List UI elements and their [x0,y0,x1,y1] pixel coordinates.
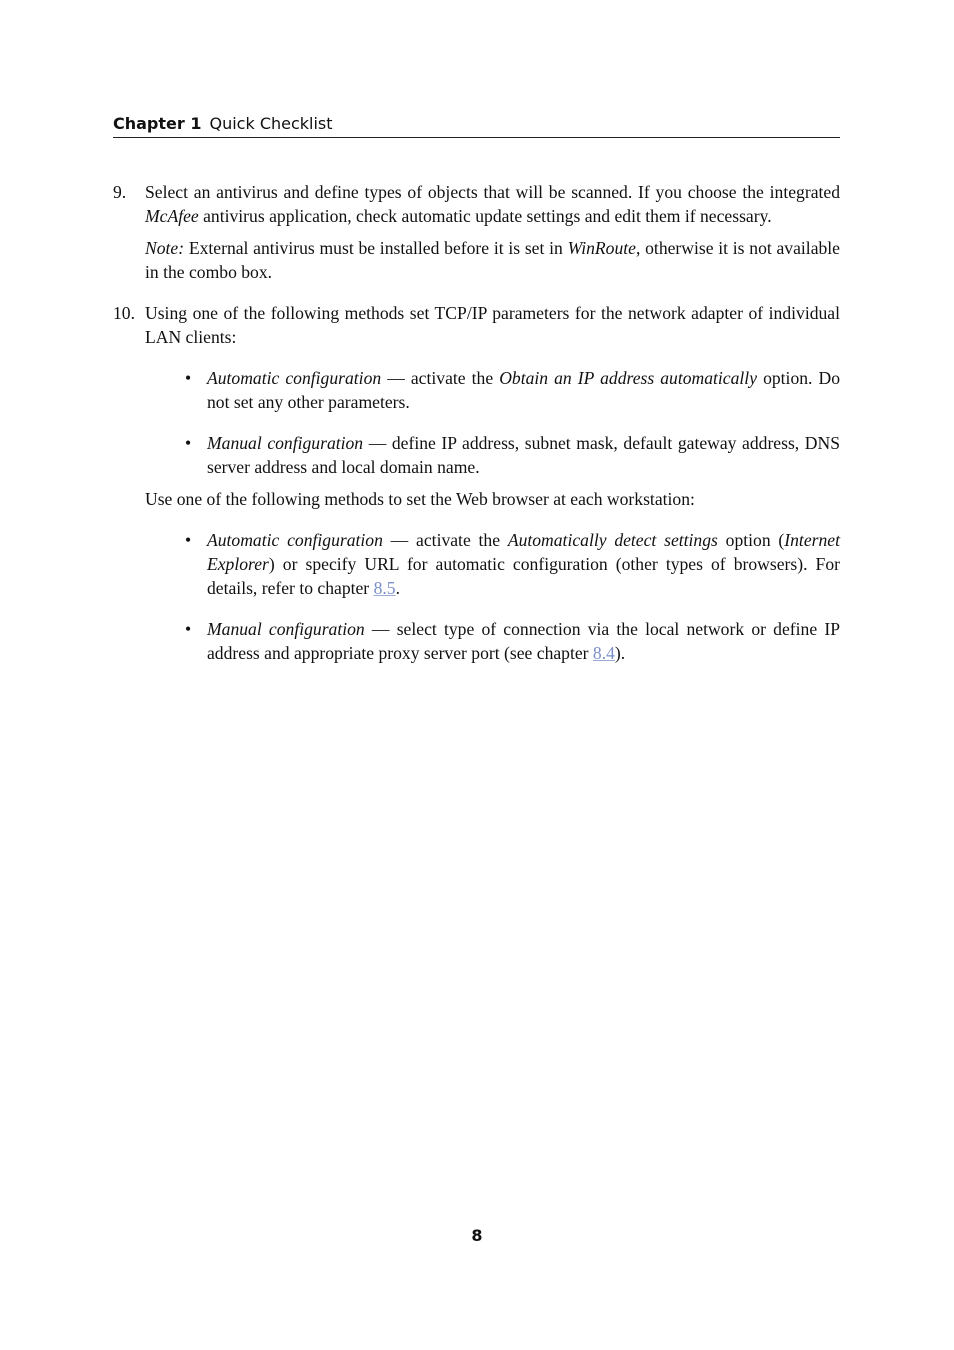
text-run: — define IP address, subnet mask, default gateway address, DNS server address and local domain name. [207,433,840,477]
bullet-item [185,528,840,600]
option-name: Obtain an IP address automatically [499,368,758,388]
text-run: ). [614,643,626,663]
bullet-item [185,366,840,414]
term: Manual configuration [207,433,364,453]
text-run: ) or specify URL for automatic configuration (other types of browsers). For details, refer to chapter [207,554,840,598]
product-name: McAfee [145,206,199,226]
page-body [113,180,840,682]
chapter-link-8-5[interactable]: 8.5 [373,578,396,598]
product-name: Internet Explorer [207,530,840,574]
item-number: 10. [113,303,135,323]
text-run: — activate the [382,530,508,550]
chapter-label: Chapter 1 [113,114,202,133]
item-paragraph: Using one of the following methods set TCP/IP parameters for the network adapter of individual LAN clients: [145,303,840,347]
list-item-10 [113,301,840,665]
term: Manual configuration [207,619,365,639]
text-run: — select type of connection via the local network or define IP address and appropriate proxy server port (see chapter [207,619,840,663]
bullet-icon: • [185,619,192,639]
note-paragraph [145,236,840,284]
bullet-item [185,617,840,665]
bullet-icon: • [185,530,192,550]
running-header [113,114,840,138]
term: Automatic configuration [207,530,383,550]
option-name: Automatically detect settings [507,530,718,550]
note-label: Note: [145,238,185,258]
text-run: Select an antivirus and define types of objects that will be scanned. If you choose the integrated [145,182,840,202]
text-run: antivirus application, check automatic update settings and edit them if necessary. [198,206,772,226]
bullet-icon: • [185,433,192,453]
browser-methods-list [145,528,840,665]
bullet-item [185,431,840,479]
text-run: . [395,578,400,598]
text-run: — activate the [381,368,500,388]
chapter-link-8-4[interactable]: 8.4 [592,643,615,663]
term: Automatic configuration [207,368,382,388]
browser-intro: Use one of the following methods to set the Web browser at each workstation: [145,489,695,509]
list-item-9 [113,180,840,284]
tcpip-methods-list [145,366,840,479]
item-paragraph [145,180,840,228]
text-run: External antivirus must be installed before it is set in [184,238,568,258]
chapter-title: Quick Checklist [209,114,333,133]
text-run: , otherwise it is not available in the combo box. [145,238,840,282]
product-name: WinRoute [567,238,636,258]
text-run: option ( [717,530,785,550]
item-number: 9. [113,182,127,202]
bullet-icon: • [185,368,192,388]
page-number: 8 [471,1226,483,1245]
text-run: option. Do not set any other parameters. [207,368,840,412]
